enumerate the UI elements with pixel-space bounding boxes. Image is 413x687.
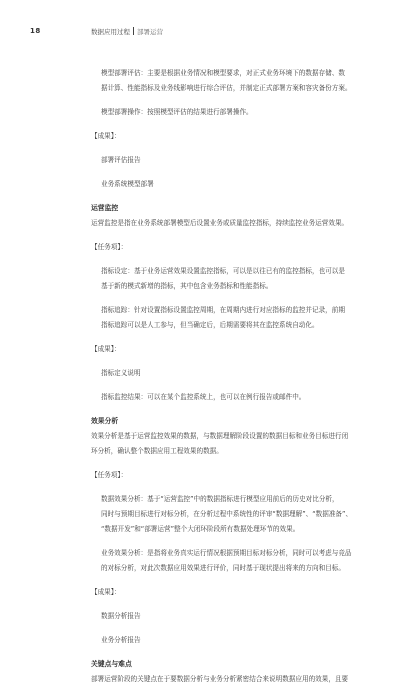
result-tag: 【成果】： [91, 588, 121, 596]
section-heading-ops: 运营监控 [91, 204, 119, 212]
text-line: 的对标分析，对此次数据应用效果进行评价，同时基于现状提出将来的方向和目标。 [101, 564, 345, 572]
metric-tracking-paragraph [91, 303, 381, 333]
result-item: 业务分析报告 [101, 636, 141, 644]
text-line: 据计算、性能指标及业务线影响进行综合评估，并制定正式部署方案和容灾备份方案。 [101, 84, 352, 92]
text-line: 指标设定：基于业务运营效果设置监控指标，可以是以往已有的监控指标，也可以是 [101, 267, 345, 275]
result-item: 指标监控结果：可以在某个监控系统上，也可以在例行报告或邮件中。 [101, 393, 306, 401]
section-heading-effect: 效果分析 [91, 417, 119, 425]
deploy-op-paragraph: 模型部署操作：按照模型评估的结果进行部署操作。 [101, 108, 253, 116]
text-line: 数据效果分析：基于“运营监控”中的数据指标进行模型应用前后的历史对比分析， [101, 495, 339, 503]
text-line: 部署运营阶段的关键点在于要数据分析与业务分析紧密结合来说明数据应用的效果，且要 [91, 675, 349, 683]
page-body [91, 66, 381, 687]
ops-description: 运营监控是指在业务系统部署模型后设置业务或质量监控指标，持续监控业务运营效果。 [91, 219, 349, 227]
section-heading-key: 关键点与难点 [91, 660, 132, 668]
page-number: 18 [30, 27, 41, 35]
result-tag: 【成果】： [91, 132, 121, 140]
chapter-title: 部署运营 [137, 28, 163, 36]
task-tag: 【任务项】： [91, 243, 128, 251]
book-title: 数据应用过程 [91, 28, 130, 36]
text-line: 同时与预期目标进行对标分析，在分析过程中系统性的评审“数据理解”、“数据准备”、 [101, 510, 353, 518]
deploy-eval-paragraph [91, 66, 381, 96]
text-line: 模型部署评估：主要是根据业务情况和模型要求，对正式业务环境下的数据存储、数 [101, 69, 345, 77]
metric-setting-paragraph [91, 264, 381, 294]
text-line: 业务效果分析：是指将业务真实运行情况根据预期目标对标分析，同时可以考虑与竞品 [101, 549, 352, 557]
text-line: 环分析，确认整个数据应用工程效果的数据。 [91, 447, 223, 455]
result-item: 指标定义说明 [101, 369, 141, 377]
running-title [91, 27, 163, 36]
text-line: “数据开发”和“部署运营”整个大闭环阶段所有数据处理环节的效果。 [101, 525, 300, 533]
text-line: 指标追踪可以是人工参与，但当确定后，后期需要将其在监控系统自动化。 [101, 321, 319, 329]
result-item: 业务系统模型部署 [101, 180, 154, 188]
text-line: 基于新的模式新增的指标，其中包含业务指标和性能指标。 [101, 282, 273, 290]
text-line: 指标追踪：针对设置指标设置监控周期，在周期内进行对应指标的监控并记录，前期 [101, 306, 345, 314]
result-item: 数据分析报告 [101, 612, 141, 620]
page-header [0, 27, 413, 41]
text-line: 效果分析是基于运营监控效果的数据，与数据理解阶段设置的数据目标和业务目标进行闭 [91, 432, 349, 440]
biz-effect-paragraph [91, 546, 381, 576]
result-item: 部署评估报告 [101, 156, 141, 164]
task-tag: 【任务项】： [91, 471, 128, 479]
title-separator [133, 27, 134, 35]
result-tag: 【成果】： [91, 345, 121, 353]
data-effect-paragraph [91, 492, 381, 537]
